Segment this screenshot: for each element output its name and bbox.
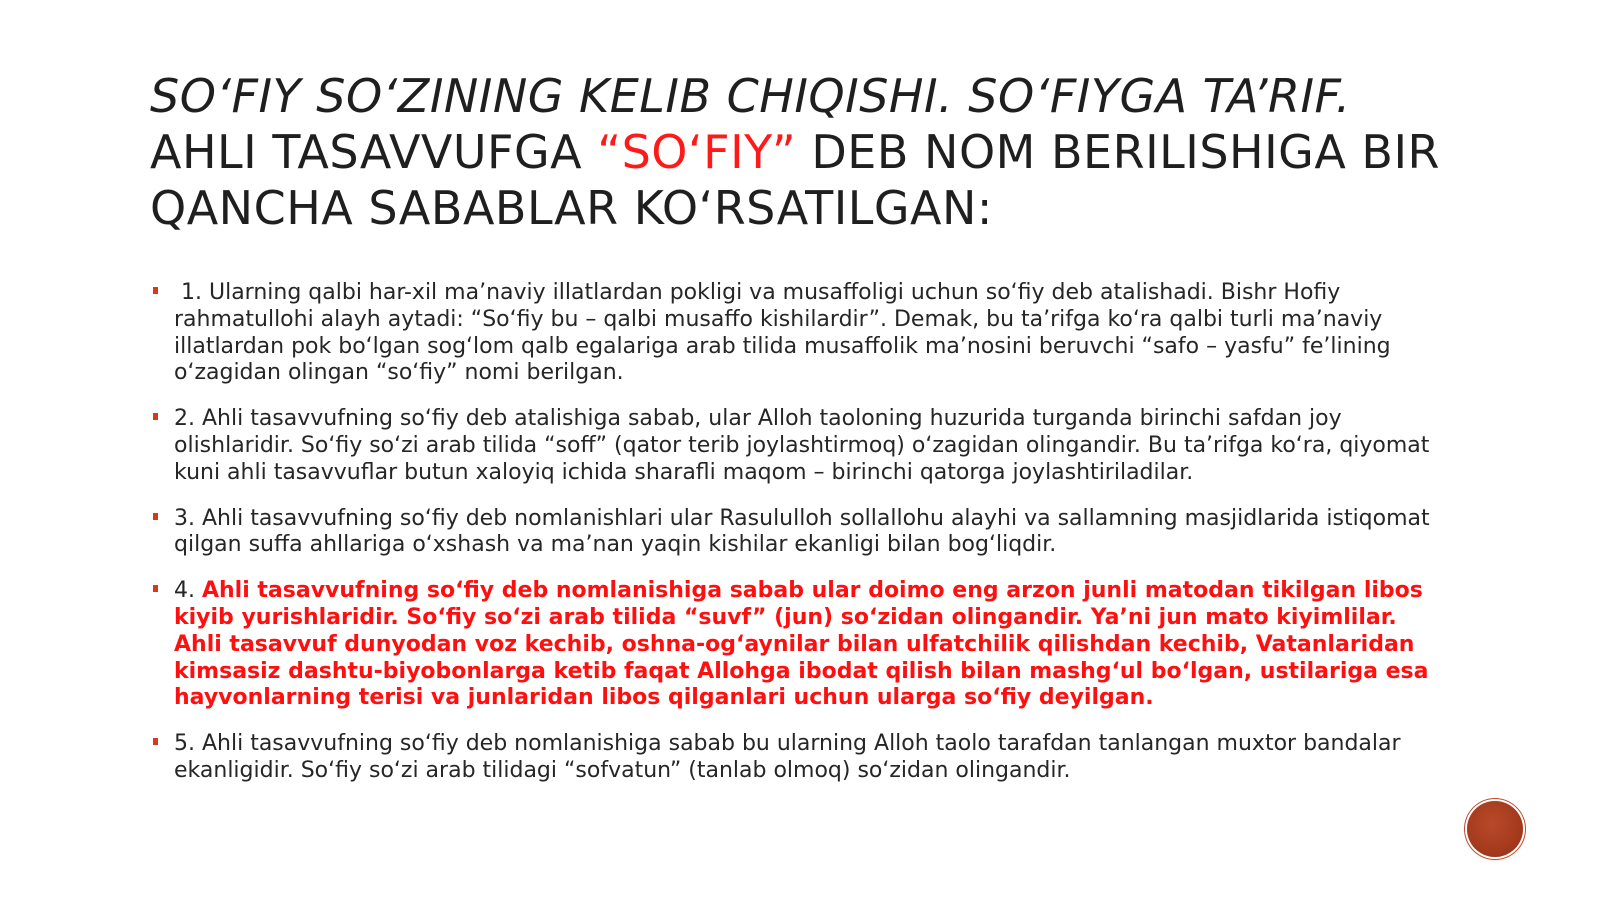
list-item-text: 5. Ahli tasavvufning so‘fiy deb nomlanishiga sabab bu ularning Alloh taolo tarafdan tanlangan muxtor bandalar ekanligidir. So‘fiy so‘zi arab tilidagi “sofvatun” (tanlab olmoq) so‘zidan olingandir.: [174, 731, 1401, 783]
bullet-icon: [153, 513, 158, 520]
bullet-list: [150, 280, 1440, 804]
list-item-text: 1. Ularning qalbi har-xil ma’naviy illatlardan pokligi va musaffoligi uchun so‘fiy deb atalishadi. Bishr Hofiy rahmatullohi alayh aytadi: “So‘fiy bu – qalbi musaffo kishilardir”. Demak, bu ta’rifga ko‘ra qalbi turli ma’naviy illatlardan pok bo‘lgan sog‘lom qalb egalariga arab tilida musaffolik ma’nosini beruvchi “safo – yasfu” fe’lining o‘zagidan olingan “so‘fiy” nomi berilgan.: [174, 280, 1398, 386]
title-line-1: SO‘FIY SO‘ZINING KELIB CHIQISHI. SO‘FIYGA TA’RIF.: [150, 69, 1351, 123]
list-item-number: 4.: [174, 578, 202, 604]
title-highlight: “SO‘FIY”: [597, 125, 797, 179]
bullet-icon: [153, 413, 158, 420]
next-slide-button[interactable]: [1467, 801, 1523, 857]
list-item: [150, 731, 1440, 785]
title-line-2-suffix: DEB NOM BERILISHIGA BIR QANCHA SABABLAR KO‘RSATILGAN:: [150, 125, 1441, 235]
list-item: [150, 578, 1440, 712]
list-item: [150, 506, 1440, 560]
list-item: [150, 406, 1440, 486]
list-item: [150, 280, 1440, 387]
title-line-2-prefix: AHLI TASAVVUFGA: [150, 125, 598, 179]
list-item-text: 2. Ahli tasavvufning so‘fiy deb atalishiga sabab, ular Alloh taoloning huzurida turganda birinchi safdan joy olishlaridir. So‘fiy so‘zi arab tilida “soff” (qator terib joylashtirmoq) o‘zagidan olingandir. Bu ta’rifga ko‘ra, qiyomat kuni ahli tasavvuflar butun xaloyiq ichida sharafli maqom – birinchi qatorga joylashtiriladilar.: [174, 406, 1430, 485]
bullet-icon: [153, 585, 158, 592]
bullet-icon: [153, 287, 158, 294]
list-item-highlight: Ahli tasavvufning so‘fiy deb nomlanishiga sabab ular doimo eng arzon junli matodan tikilgan libos kiyib yurishlaridir. So‘fiy so‘zi arab tilida “suvf” (jun) so‘zidan olingandir. Ya’ni jun mato kiyimlilar. Ahli tasavvuf dunyodan voz kechib, oshna-og‘aynilar bilan ulfatchilik qilishdan kechib, Vatanlaridan kimsasiz dashtu-biyobonlarga ketib faqat Allohga ibodat qilish bilan mashg‘ul bo‘lgan, ustilariga esa hayvonlarning terisi va junlaridan libos qilganlari uchun ularga so‘fiy deyilgan.: [174, 578, 1429, 711]
bullet-icon: [153, 738, 158, 745]
list-item-text: 3. Ahli tasavvufning so‘fiy deb nomlanishlari ular Rasululloh sollallohu alayhi va sallamning masjidlarida istiqomat qilgan suffa ahllariga o‘xshash va ma’nan yaqin kishilar ekanligi bilan bog‘liqdir.: [174, 505, 1430, 558]
slide-title: [150, 68, 1450, 236]
